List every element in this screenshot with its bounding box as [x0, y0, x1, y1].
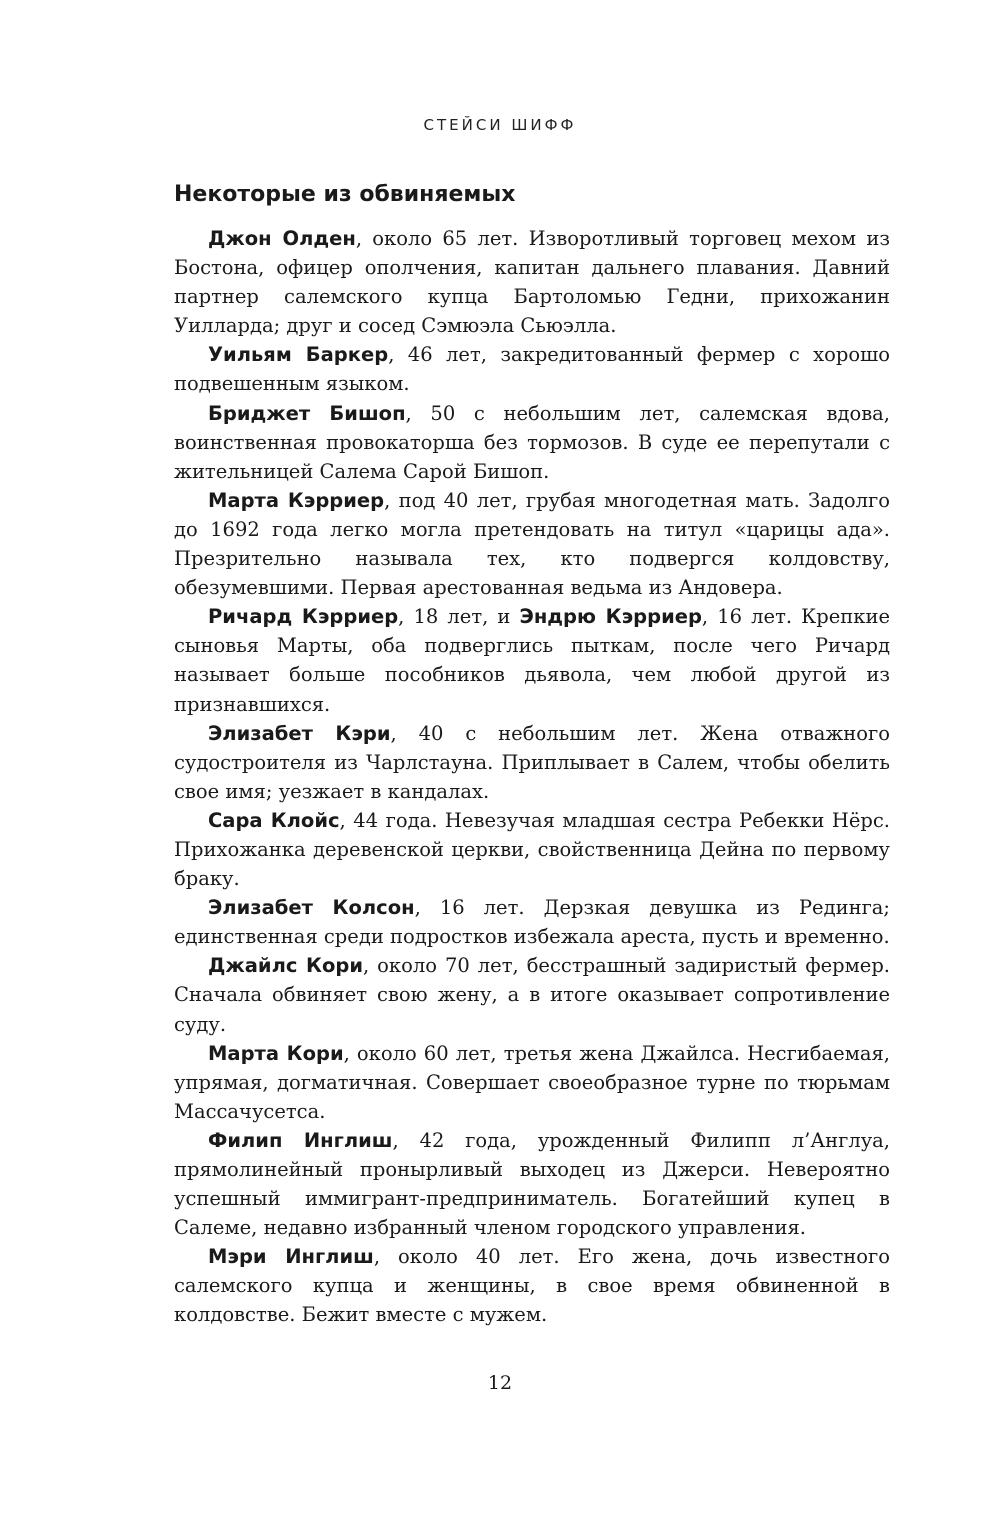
entry-cloyce: [174, 806, 890, 893]
entry-text: , около 60 лет, третья жена Джайлса. Несгибаемая, упрямая, догматичная. Совершает своеобразное турне по тюрьмам Массачусетса.: [174, 1041, 890, 1123]
entry-carrier-sons: [174, 602, 890, 718]
entry-name: Уильям Баркер: [208, 343, 389, 367]
entry-text: , 42 года, урожденный Филипп л’Англуа, прямолинейный пронырливый выходец из Джерси. Невероятно успешный иммигрант-предприниматель. Богатейший купец в Салеме, недавно избранный членом городского управления.: [174, 1128, 890, 1240]
entry-name: Элизабет Колсон: [208, 896, 415, 920]
entry-text: , 44 года. Невезучая младшая сестра Ребекки Нёрс. Прихожанка деревенской церкви, свойственница Дейна по первому браку.: [174, 808, 890, 891]
entry-name: Филип Инглиш: [208, 1128, 393, 1152]
entry-text-second: , 16 лет. Крепкие сыновья Марты, оба подверглись пыткам, после чего Ричард называет больше пособников дьявола, чем любой другой из признавшихся.: [174, 605, 890, 716]
page-number: 12: [487, 1372, 513, 1394]
entry-martha-corey: [174, 1039, 890, 1126]
entry-text: , около 65 лет. Изворотливый торговец мехом из Бостона, офицер ополчения, капитан дальнего плавания. Давний партнер салемского купца Бартоломью Гедни, прихожанин Уилларда; друг и сосед Сэмюэла Сьюэлла.: [174, 227, 890, 338]
entry-colson: [174, 893, 890, 951]
entry-text: , 40 с небольшим лет. Жена отважного судостроителя из Чарлстауна. Приплывает в Салем, чтобы обелить свое имя; уезжает в кандалах.: [174, 721, 890, 803]
entry-text: , около 40 лет. Его жена, дочь известного салемского купца и женщины, в свое время обвиненной в колдовстве. Бежит вместе с мужем.: [174, 1245, 890, 1327]
entry-name: Марта Кори: [208, 1041, 344, 1065]
entry-text: , 46 лет, закредитованный фермер с хорошо подвешенным языком.: [174, 343, 890, 396]
entry-name: Элизабет Кэри: [208, 721, 391, 745]
accused-section: [174, 180, 890, 1330]
entry-cary: [174, 719, 890, 806]
entry-name-second: Эндрю Кэрриер: [519, 605, 702, 629]
entry-name: Мэри Инглиш: [208, 1245, 374, 1269]
entry-name: Джайлс Кори: [208, 954, 363, 978]
running-head: СТЕЙСИ ШИФФ: [423, 116, 577, 134]
entry-name: Джон Олден: [208, 227, 356, 250]
entry-name: Ричард Кэрриер: [208, 605, 399, 629]
entry-text: , 16 лет. Дерзкая девушка из Рединга; единственная среди подростков избежала ареста, пусть и временно.: [174, 896, 891, 949]
entry-martha-carrier: [174, 486, 890, 602]
entry-mary-english: [174, 1242, 890, 1329]
entry-text: , 18 лет, и: [398, 605, 520, 629]
entry-barker: [174, 340, 890, 398]
entry-name: Бриджет Бишоп: [208, 401, 406, 425]
entry-text: , 50 с небольшим лет, салемская вдова, воинственная провокаторша без тормозов. В суде ее перепутали с жительницей Салема Сарой Бишоп.: [174, 401, 890, 483]
entry-giles-corey: [174, 951, 890, 1038]
entry-philip-english: [174, 1126, 890, 1242]
section-title: Некоторые из обвиняемых: [174, 182, 516, 207]
entry-name: Марта Кэрриер: [208, 488, 385, 512]
entry-text: , около 70 лет, бесстрашный задиристый фермер. Сначала обвиняет свою жену, а в итоге оказывает сопротивление суду.: [174, 954, 890, 1036]
entry-text: , под 40 лет, грубая многодетная мать. Задолго до 1692 года легко могла претендовать на титул «царицы ада». Презрительно называла тех, кто подвергся колдовству, обезумевшими. Первая арестованная ведьма из Андовера.: [174, 488, 890, 600]
entry-alden: [174, 224, 890, 340]
entry-name: Сара Клойс: [208, 808, 340, 832]
entry-bishop: [174, 399, 890, 486]
